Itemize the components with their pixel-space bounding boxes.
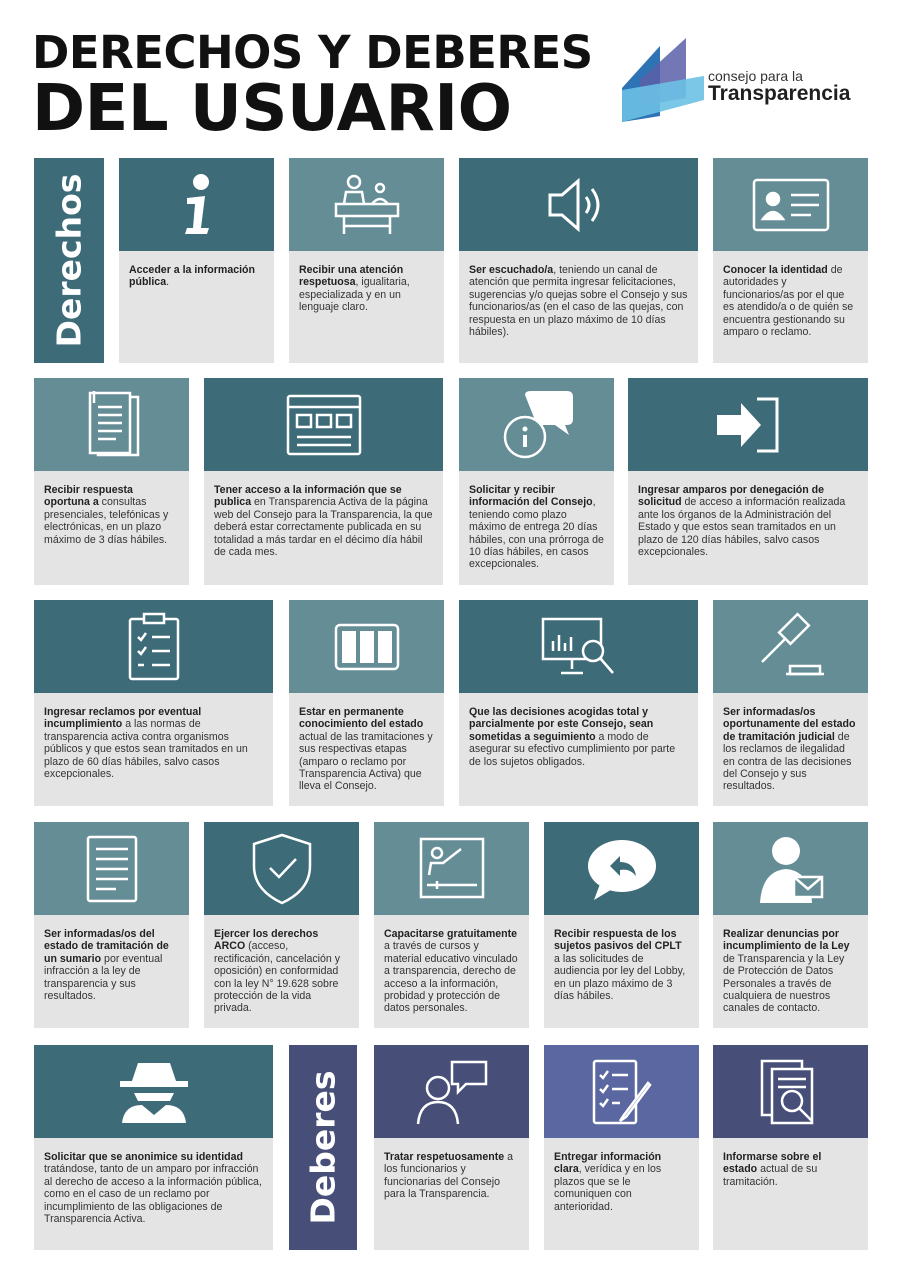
card-anonimizar-identidad: Solicitar que se anonimice su identidad tratándose, tanto de un amparo por infracción al derecho de acceso a la información pública, como en el caso de un reclamo por incumplimiento de las obligaciones de Transparencia Activa. [34, 1045, 273, 1250]
presentation-board-icon [417, 835, 487, 903]
card-tramitacion-judicial: Ser informadas/os oportunamente del estado de tramitación judicial de los reclamos de ilegalidad en contra de las decisiones del Consejo y sus resultados. [713, 600, 868, 806]
card-seguimiento-decisiones: Que las decisiones acogidas total y parcialmente por este Consejo, sean sometidas a seguimiento a modo de asegurar su efectivo cumplimiento por parte de los sujetos obligados. [459, 600, 698, 806]
logo [620, 38, 870, 128]
section-label-deberes: Deberes [289, 1045, 357, 1250]
title-line-1: DERECHOS Y DEBERES [32, 26, 593, 79]
checklist-pen-icon [590, 1057, 654, 1127]
title-line-2: DEL USUARIO [32, 72, 512, 146]
page-title [32, 26, 593, 146]
card-tratar-respetuosamente: Tratar respetuosamente a los funcionarios y funcionarias del Consejo para la Transparencia. [374, 1045, 529, 1250]
reply-bubble-icon [584, 836, 660, 902]
card-entregar-informacion: Entregar información clara, verídica y en los plazos que se le comuniquen con anterioridad. [544, 1045, 699, 1250]
card-acceder-informacion: Acceder a la información pública. [119, 158, 274, 363]
person-mail-icon [756, 833, 826, 905]
info-icon [167, 170, 227, 240]
gavel-icon [756, 612, 826, 682]
section-label-derechos: Derechos [34, 158, 104, 363]
enter-arrow-icon [713, 395, 783, 455]
incognito-icon [116, 1059, 192, 1125]
card-ingresar-amparos: Ingresar amparos por denegación de solicitud de acceso a información realizada ante los órganos de la Administración del Estado y que estos sean tramitados en un plazo de 120 días hábiles, salvo casos excepcionales. [628, 378, 868, 585]
card-transparencia-activa: Tener acceso a la información que se publica en Transparencia Activa de la página web del Consejo para la Transparencia, la que deberá estar correctamente publicada en su totalidad a más tardar en el décimo día hábil de cada mes. [204, 378, 443, 585]
logo-text-line-2: Transparencia [708, 82, 851, 105]
browser-window-icon [285, 393, 363, 457]
progress-stages-icon [334, 623, 400, 671]
monitor-search-icon [539, 615, 619, 679]
person-speech-icon [414, 1058, 490, 1126]
reception-desk-icon [332, 170, 402, 240]
clipboard-checklist-icon [124, 611, 184, 683]
card-conocer-identidad: Conocer la identidad de autoridades y funcionarios/as por el que es atendido/a o de quién se encuentra gestionando su amparo o reclamo. [713, 158, 868, 363]
card-capacitarse: Capacitarse gratuitamente a través de cursos y material educativo vinculado a transparencia, derecho de acceso a la información, probidad y protección de datos personales. [374, 822, 529, 1028]
card-informarse-estado: Informarse sobre el estado actual de su tramitación. [713, 1045, 868, 1250]
card-derechos-arco: Ejercer los derechos ARCO (acceso, rectificación, cancelación y oposición) en conformidad con la ley N° 19.628 sobre protección de la vida privada. [204, 822, 359, 1028]
documents-icon [80, 389, 144, 461]
card-denuncias: Realizar denuncias por incumplimiento de la Ley de Transparencia y la Ley de Protección de Datos Personales a través de cualquiera de nuestros canales de contacto. [713, 822, 868, 1028]
id-card-icon [751, 177, 831, 233]
card-ser-escuchado: Ser escuchado/a, teniendo un canal de atención que permita ingresar felicitaciones, sugerencias y/o quejas sobre el Consejo y sus funcionarios/as (en el caso de las quejas, con respuesta en un plazo máximo de 10 días hábiles). [459, 158, 698, 363]
card-conocimiento-estado: Estar en permanente conocimiento del estado actual de las tramitaciones y sus respectivas etapas (amparo o reclamo por Transparencia Activa) que lleva el Consejo. [289, 600, 444, 806]
card-atencion-respetuosa: Recibir una atención respetuosa, igualitaria, especializada y en un lenguaje claro. [289, 158, 444, 363]
shield-check-icon [250, 832, 314, 906]
card-solicitar-informacion: Solicitar y recibir información del Consejo, teniendo como plazo máximo de entrega 20 días hábiles, con una prórroga de 10 días hábiles, en casos excepcionales. [459, 378, 614, 585]
speaker-icon [544, 175, 614, 235]
chat-info-icon [497, 389, 577, 461]
logo-text-line-1: consejo para la [708, 68, 803, 84]
card-ley-lobby: Recibir respuesta de los sujetos pasivos del CPLT a las solicitudes de audiencia por ley del Lobby, en un plazo máximo de 3 días hábiles. [544, 822, 699, 1028]
card-estado-sumario: Ser informadas/os del estado de tramitación de un sumario por eventual infracción a la ley de transparencia y sus resultados. [34, 822, 189, 1028]
document-lines-icon [82, 833, 142, 905]
card-ingresar-reclamos: Ingresar reclamos por eventual incumplimiento a las normas de transparencia activa contra organismos públicos y que estos sean tramitados en un plazo de 60 días hábiles, salvo casos excepcionales. [34, 600, 273, 806]
card-respuesta-oportuna: Recibir respuesta oportuna a consultas presenciales, telefónicas y electrónicas, en un plazo máximo de 3 días hábiles. [34, 378, 189, 585]
document-magnifier-icon [758, 1057, 824, 1127]
logo-mark-icon [620, 38, 710, 128]
